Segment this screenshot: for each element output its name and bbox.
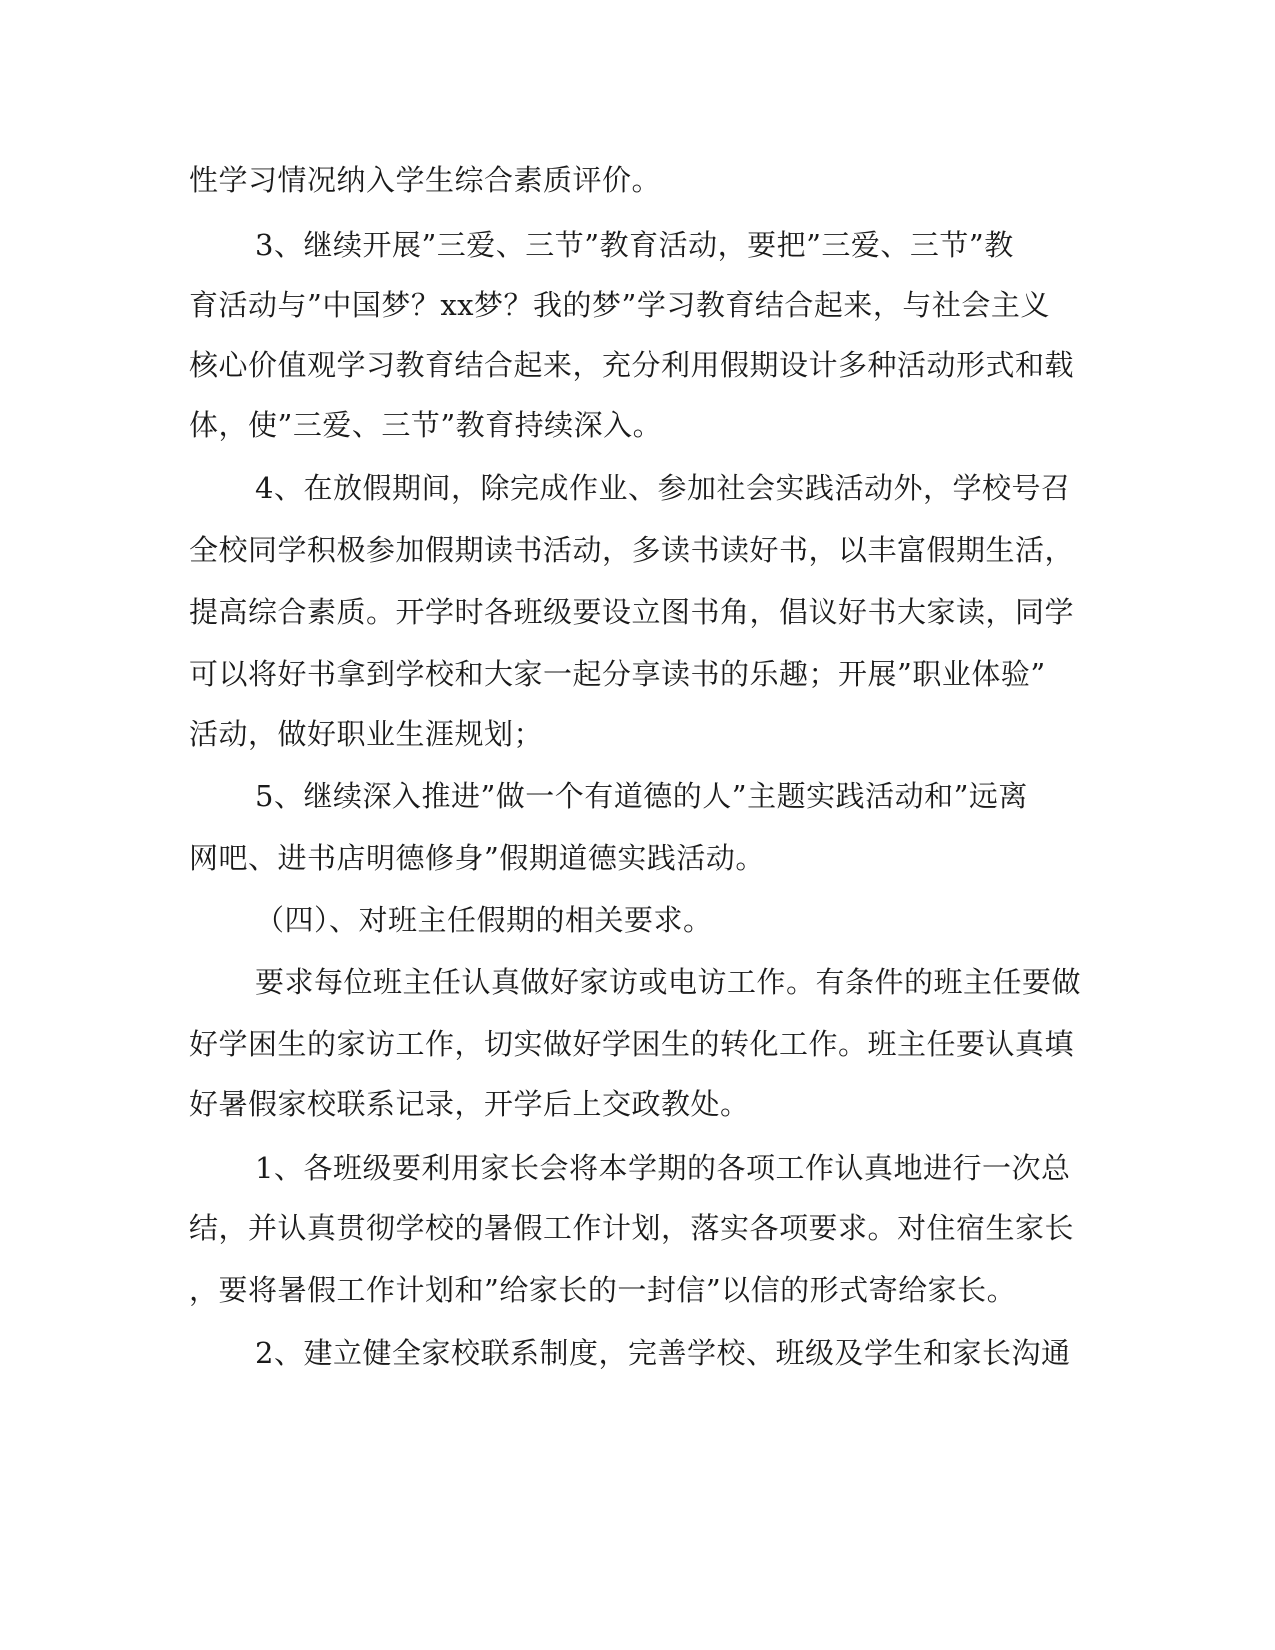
text-line: 网吧、进书店明德修身”假期道德实践活动。 <box>189 841 765 875</box>
text-line: 育活动与”中国梦？xx梦？我的梦”学习教育结合起来，与社会主义 <box>189 288 1050 322</box>
text-line: ，要将暑假工作计划和”给家长的一封信”以信的形式寄给家长。 <box>189 1273 1017 1307</box>
text-line: 体，使”三爱、三节”教育持续深入。 <box>189 408 663 442</box>
text-line: 可以将好书拿到学校和大家一起分享读书的乐趣；开展”职业体验” <box>189 657 1046 691</box>
paragraph-3-line: 3、继续开展”三爱、三节”教育活动，要把”三爱、三节”教 <box>255 228 1014 262</box>
text-line: 提高综合素质。开学时各班级要设立图书角，倡议好书大家读，同学 <box>189 595 1075 629</box>
text-line: 好学困生的家访工作，切实做好学困生的转化工作。班主任要认真填 <box>189 1027 1075 1061</box>
text-line: 性学习情况纳入学生综合素质评价。 <box>189 163 662 197</box>
paragraph-line: 要求每位班主任认真做好家访或电访工作。有条件的班主任要做 <box>255 965 1082 999</box>
text-line: 活动，做好职业生涯规划； <box>189 717 544 751</box>
paragraph-5-line: 5、继续深入推进”做一个有道德的人”主题实践活动和”远离 <box>255 779 1028 813</box>
paragraph-4-line: 4、在放假期间，除完成作业、参加社会实践活动外，学校号召 <box>255 471 1071 505</box>
item-2-line: 2、建立健全家校联系制度，完善学校、班级及学生和家长沟通 <box>255 1336 1071 1370</box>
section-heading: （四）、对班主任假期的相关要求。 <box>255 903 713 937</box>
text-line: 核心价值观学习教育结合起来，充分利用假期设计多种活动形式和载 <box>189 348 1075 382</box>
text-line: 好暑假家校联系记录，开学后上交政教处。 <box>189 1087 750 1121</box>
text-line: 全校同学积极参加假期读书活动，多读书读好书，以丰富假期生活， <box>189 533 1075 567</box>
text-line: 结，并认真贯彻学校的暑假工作计划，落实各项要求。对住宿生家长 <box>189 1211 1075 1245</box>
item-1-line: 1、各班级要利用家长会将本学期的各项工作认真地进行一次总 <box>255 1151 1071 1185</box>
